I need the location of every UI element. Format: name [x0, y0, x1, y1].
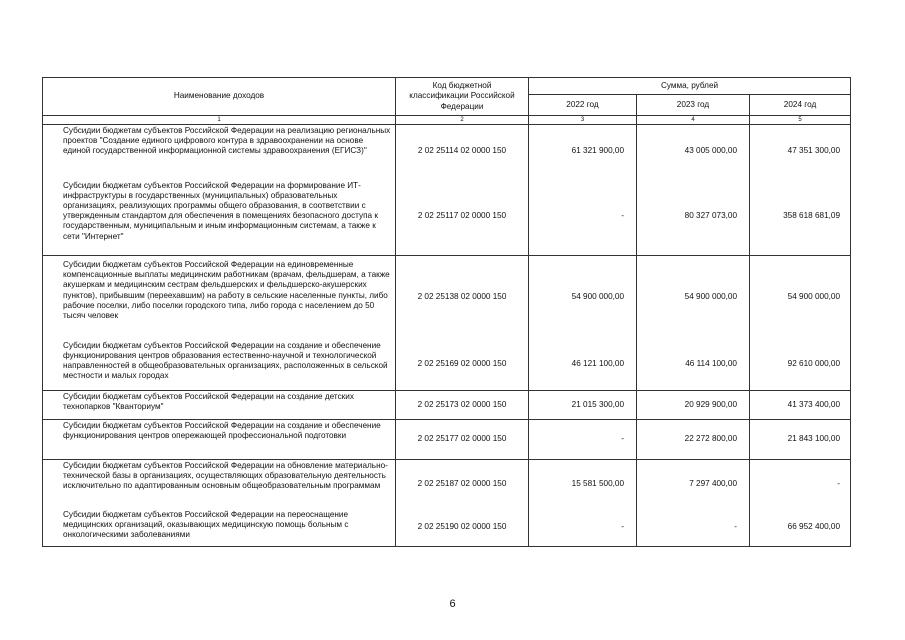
row-code: 2 02 25190 02 0000 150 — [396, 509, 529, 547]
row-code: 2 02 25138 02 0000 150 — [396, 256, 529, 339]
row-value-2024: 358 618 681,09 — [750, 177, 851, 256]
row-value-2024: 54 900 000,00 — [750, 256, 851, 339]
row-code: 2 02 25117 02 0000 150 — [396, 177, 529, 256]
row-value-2023: 43 005 000,00 — [637, 125, 750, 177]
row-code: 2 02 25177 02 0000 150 — [396, 420, 529, 460]
column-number: 3 — [529, 116, 637, 125]
table-row — [43, 125, 851, 177]
header-row — [43, 78, 851, 95]
row-name: Субсидии бюджетам субъектов Российской Федерации на создание детских технопарков "Кванториум" — [43, 391, 396, 420]
table-row — [43, 420, 851, 460]
row-code: 2 02 25114 02 0000 150 — [396, 125, 529, 177]
row-value-2022: - — [529, 420, 637, 460]
row-value-2024: 47 351 300,00 — [750, 125, 851, 177]
row-value-2023: - — [637, 509, 750, 547]
row-name: Субсидии бюджетам субъектов Российской Федерации на реализацию региональных проектов "Создание единого цифрового контура в здравоохранении на основе единой государственной информационной системы здравоохранения (ЕГИСЗ)" — [43, 125, 396, 177]
row-name: Субсидии бюджетам субъектов Российской Федерации на переоснащение медицинских организаций, оказывающих медицинскую помощь больным с онкологическими заболеваниями — [43, 509, 396, 547]
row-code: 2 02 25187 02 0000 150 — [396, 460, 529, 509]
row-name: Субсидии бюджетам субъектов Российской Федерации на обновление материально-технической базы в организациях, осуществляющих образовательную деятельность исключительно по адаптированным основным общеобразовательным программам — [43, 460, 396, 509]
row-value-2022: 46 121 100,00 — [529, 339, 637, 391]
row-value-2022: 61 321 900,00 — [529, 125, 637, 177]
header-sum: Сумма, рублей — [529, 78, 851, 95]
row-value-2023: 7 297 400,00 — [637, 460, 750, 509]
row-value-2023: 46 114 100,00 — [637, 339, 750, 391]
revenue-table — [42, 77, 851, 547]
row-value-2024: 66 952 400,00 — [750, 509, 851, 547]
row-value-2022: 54 900 000,00 — [529, 256, 637, 339]
page-number: 6 — [449, 598, 456, 610]
row-value-2022: 15 581 500,00 — [529, 460, 637, 509]
row-code: 2 02 25173 02 0000 150 — [396, 391, 529, 420]
header-name: Наименование доходов — [43, 78, 396, 116]
table-row — [43, 339, 851, 391]
row-value-2022: 21 015 300,00 — [529, 391, 637, 420]
header-year-2022: 2022 год — [529, 95, 637, 116]
row-value-2022: - — [529, 509, 637, 547]
column-number: 2 — [396, 116, 529, 125]
table-row — [43, 256, 851, 339]
row-value-2022: - — [529, 177, 637, 256]
row-value-2023: 20 929 900,00 — [637, 391, 750, 420]
row-value-2024: 21 843 100,00 — [750, 420, 851, 460]
table-row — [43, 509, 851, 547]
column-number: 1 — [43, 116, 396, 125]
table-row — [43, 391, 851, 420]
column-numbers-row — [43, 116, 851, 125]
header-code: Код бюджетной классификации Российской Федерации — [396, 78, 529, 116]
table-row — [43, 177, 851, 256]
row-name: Субсидии бюджетам субъектов Российской Федерации на единовременные компенсационные выплаты медицинским работникам (врачам, фельдшерам, а также акушеркам и медицинским сестрам фельдшерских и фельдшерско-акушерских пунктов), прибывшим (переехавшим) на работу в сельские населенные пункты, либо рабочие поселки, либо поселки городского типа, либо города с населением до 50 тысяч человек — [43, 256, 396, 339]
column-number: 5 — [750, 116, 851, 125]
row-value-2024: - — [750, 460, 851, 509]
header-year-2024: 2024 год — [750, 95, 851, 116]
header-year-2023: 2023 год — [637, 95, 750, 116]
row-name: Субсидии бюджетам субъектов Российской Федерации на создание и обеспечение функционирования центров опережающей профессиональной подготовки — [43, 420, 396, 460]
row-value-2023: 54 900 000,00 — [637, 256, 750, 339]
row-value-2023: 80 327 073,00 — [637, 177, 750, 256]
row-name: Субсидии бюджетам субъектов Российской Федерации на создание и обеспечение функционирования центров образования естественно-научной и технологической направленностей в общеобразовательных организациях, расположенных в сельской местности и малых городах — [43, 339, 396, 391]
row-value-2024: 92 610 000,00 — [750, 339, 851, 391]
row-value-2024: 41 373 400,00 — [750, 391, 851, 420]
row-value-2023: 22 272 800,00 — [637, 420, 750, 460]
column-number: 4 — [637, 116, 750, 125]
row-name: Субсидии бюджетам субъектов Российской Федерации на формирование ИТ-инфраструктуры в государственных (муниципальных) образовательных организациях, реализующих программы общего образования, в соответствии с утвержденным стандартом для обеспечения в помещениях безопасного доступа к государственным, муниципальным и иным информационным системам, а также к сети "Интернет" — [43, 177, 396, 256]
table-row — [43, 460, 851, 509]
row-code: 2 02 25169 02 0000 150 — [396, 339, 529, 391]
